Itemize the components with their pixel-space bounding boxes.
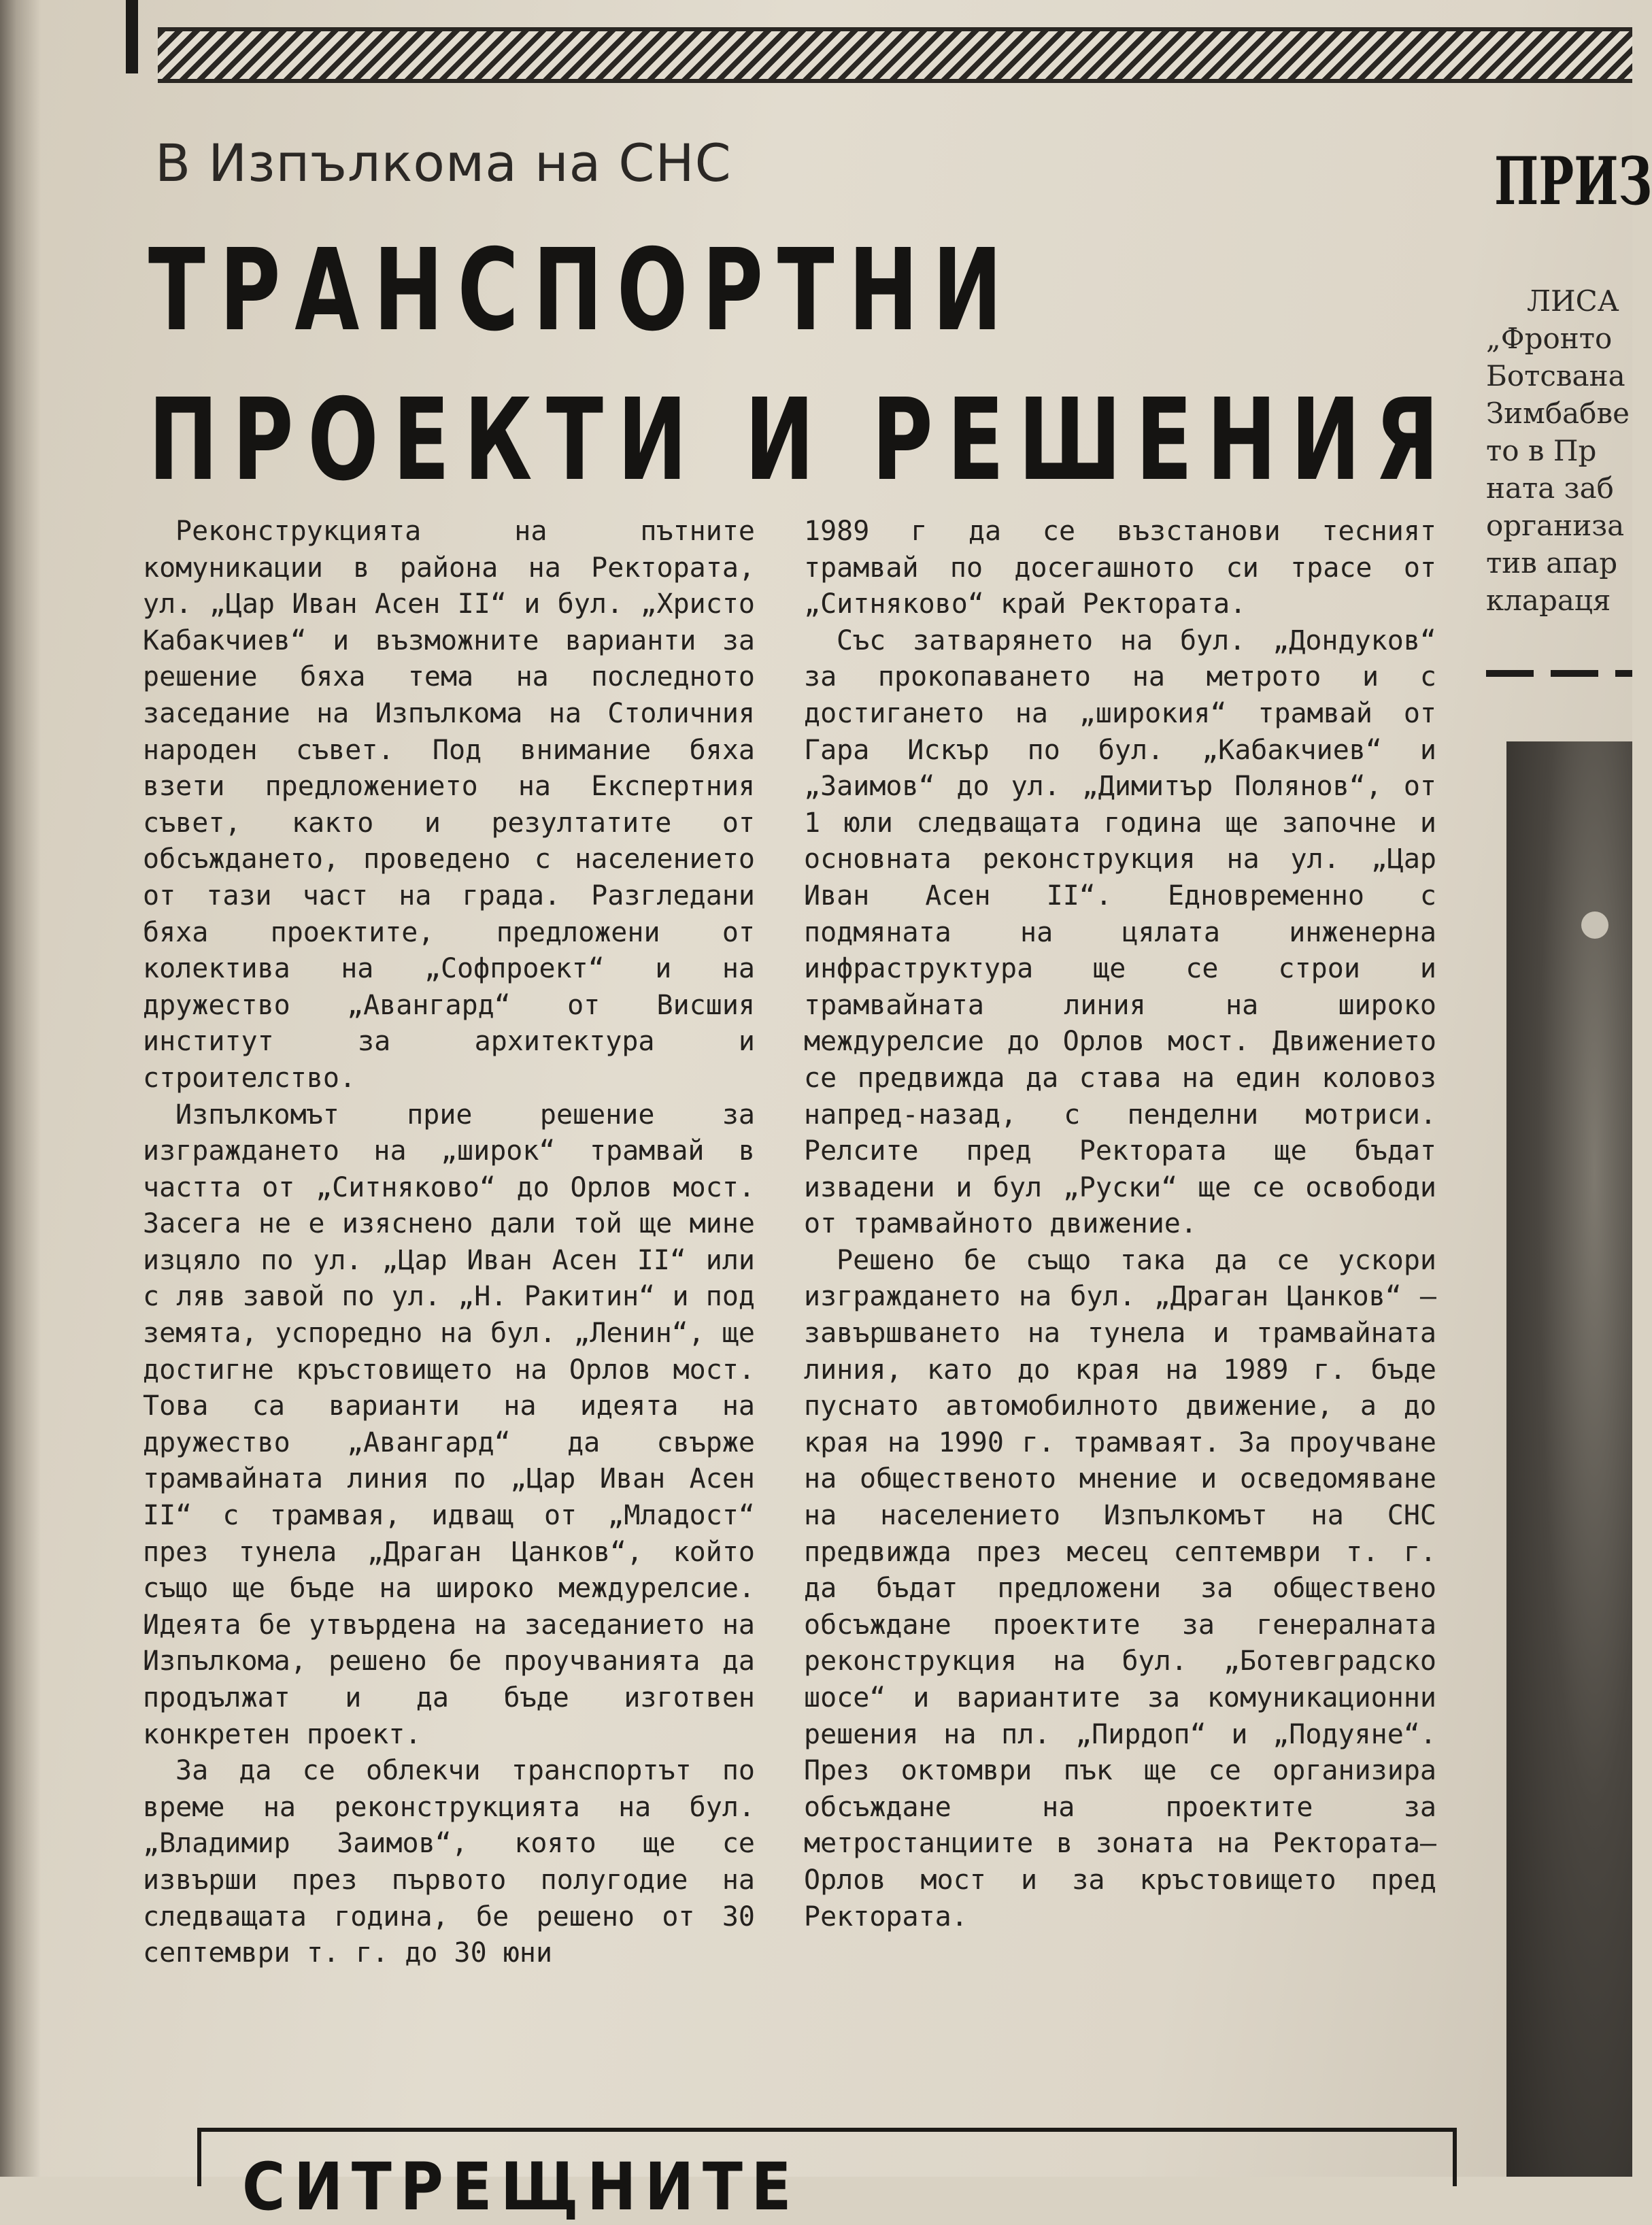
dashed-divider bbox=[1486, 670, 1632, 677]
article-column-2 bbox=[804, 514, 1436, 1935]
headline-line-2: ПРОЕКТИ И РЕШЕНИЯ bbox=[148, 375, 1453, 506]
neighbor-line: организа bbox=[1486, 509, 1625, 542]
neighbor-line: Зимбабве bbox=[1486, 397, 1630, 430]
paragraph: 1989 г да се възстанови тесният трамвай по досегашното си трасе от „Ситняково“ край Ректората. bbox=[804, 516, 1436, 620]
hatched-header-bar bbox=[158, 27, 1632, 83]
neighbor-line: ЛИСА bbox=[1527, 284, 1619, 318]
neighbor-line: клараця bbox=[1486, 584, 1611, 617]
column-rule bbox=[126, 0, 138, 73]
neighbor-article bbox=[1479, 129, 1652, 2177]
paragraph: Изпълкомът прие решение за изграждането на „широк“ трамвай в частта от „Ситняково“ до Орлов мост. Засега не е изяснено дали той ще мине изцяло по ул. „Цар Иван Асен II“ или с ляв завой по ул. „Н. Ракитин“ и под земята, успоредно на бул. „Ленин“, ще достигне кръстовището на Орлов мост. Това са варианти на идеята на дружество „Авангард“ да свърже трамвайната линия по „Цар Иван Асен II“ с трамвая, идващ от „Младост“ през тунела „Драган Цанков“, който също ще бъде на широко междурелсие. Идеята бе утвърдена на заседанието на Изпълкома, решено бе проучванията да продължат и да бъде изготвен конкретен проект. bbox=[143, 1099, 755, 1750]
neighbor-line: Ботсвана bbox=[1486, 359, 1625, 392]
neighbor-line: ната заб bbox=[1486, 471, 1614, 505]
neighbor-headline: ПРИЗ bbox=[1494, 143, 1652, 220]
page-fold-shadow bbox=[0, 0, 41, 2177]
paragraph: Решено бе също така да се ускори изграждането на бул. „Драган Цанков“ — завършването на тунела и трамвайната линия, като до края на 1989 г. бъде пуснато автомобилното движение, а до края на 1990 г. трамваят. За проучване на общественото мнение и осведомяване на населението Изпълкомът на СНС предвижда през месец септември т. г. да бъдат предложени за обществено обсъждане проектите за генералната реконструкция на бул. „Ботевградско шосе“ и вариантите за комуникационни решения на пл. „Пирдоп“ и „Подуяне“. През октомври пък ще се организира обсъждане на проектите за метростанциите в зоната на Ректората—Орлов мост и за кръстовището пред Ректората. bbox=[804, 1244, 1436, 1933]
paragraph: За да се облекчи транспортът по време на реконструкцията на бул. „Владимир Заимов“, която ще се извърши през първото полугодие на следващата година, бе решено от 30 септември т. г. до 30 юни bbox=[143, 1755, 755, 1969]
paragraph: Реконструкцията на пътните комуникации в района на Ректората, ул. „Цар Иван Асен II“ и бул. „Христо Кабакчиев“ и възможните варианти за решение бяха тема на последното заседание на Изпълкома на Столичния народен съвет. Под внимание бяха взети предложението на Експертния съвет, както и резултатите от обсъждането, проведено с населението от тази част на града. Разгледани бяха проектите, предложени от колектива на „Софпроект“ и на дружество „Авангард“ от Висшия институт за архитектура и строителство. bbox=[143, 516, 755, 1094]
news-photo bbox=[1506, 741, 1632, 2177]
neighbor-line: тив апар bbox=[1486, 546, 1618, 580]
photo-highlight bbox=[1581, 911, 1608, 939]
neighbor-line: „Фронто bbox=[1486, 322, 1613, 355]
bottom-teaser-box bbox=[197, 2128, 1457, 2225]
neighbor-text bbox=[1486, 282, 1630, 619]
headline-line-1: ТРАНСПОРТНИ bbox=[148, 225, 1017, 356]
article-column-1 bbox=[143, 514, 755, 1972]
paragraph: Със затварянето на бул. „Дондуков“ за прокопаването на метрото и с достигането на „широкия“ трамвай от Гара Искър по бул. „Кабакчиев“ и „Заимов“ до ул. „Димитър Полянов“, от 1 юли следващата година ще започне и основната реконструкция на ул. „Цар Иван Асен II“. Едновременно с подмяната на цялата инженерна инфраструктура ще се строи и трамвайната линия на широко междурелсие до Орлов мост. Движението се предвижда да става на един коловоз напред-назад, с пенделни мотриси. Релсите пред Ректората ще бъдат извадени и бул „Руски“ ще се освободи от трамвайното движение. bbox=[804, 624, 1436, 1240]
neighbor-line: то в Пр bbox=[1486, 434, 1597, 467]
article-kicker: В Изпълкома на СНС bbox=[155, 133, 732, 193]
bottom-teaser-title: СИТРЕЩНИТЕ bbox=[242, 2149, 800, 2225]
